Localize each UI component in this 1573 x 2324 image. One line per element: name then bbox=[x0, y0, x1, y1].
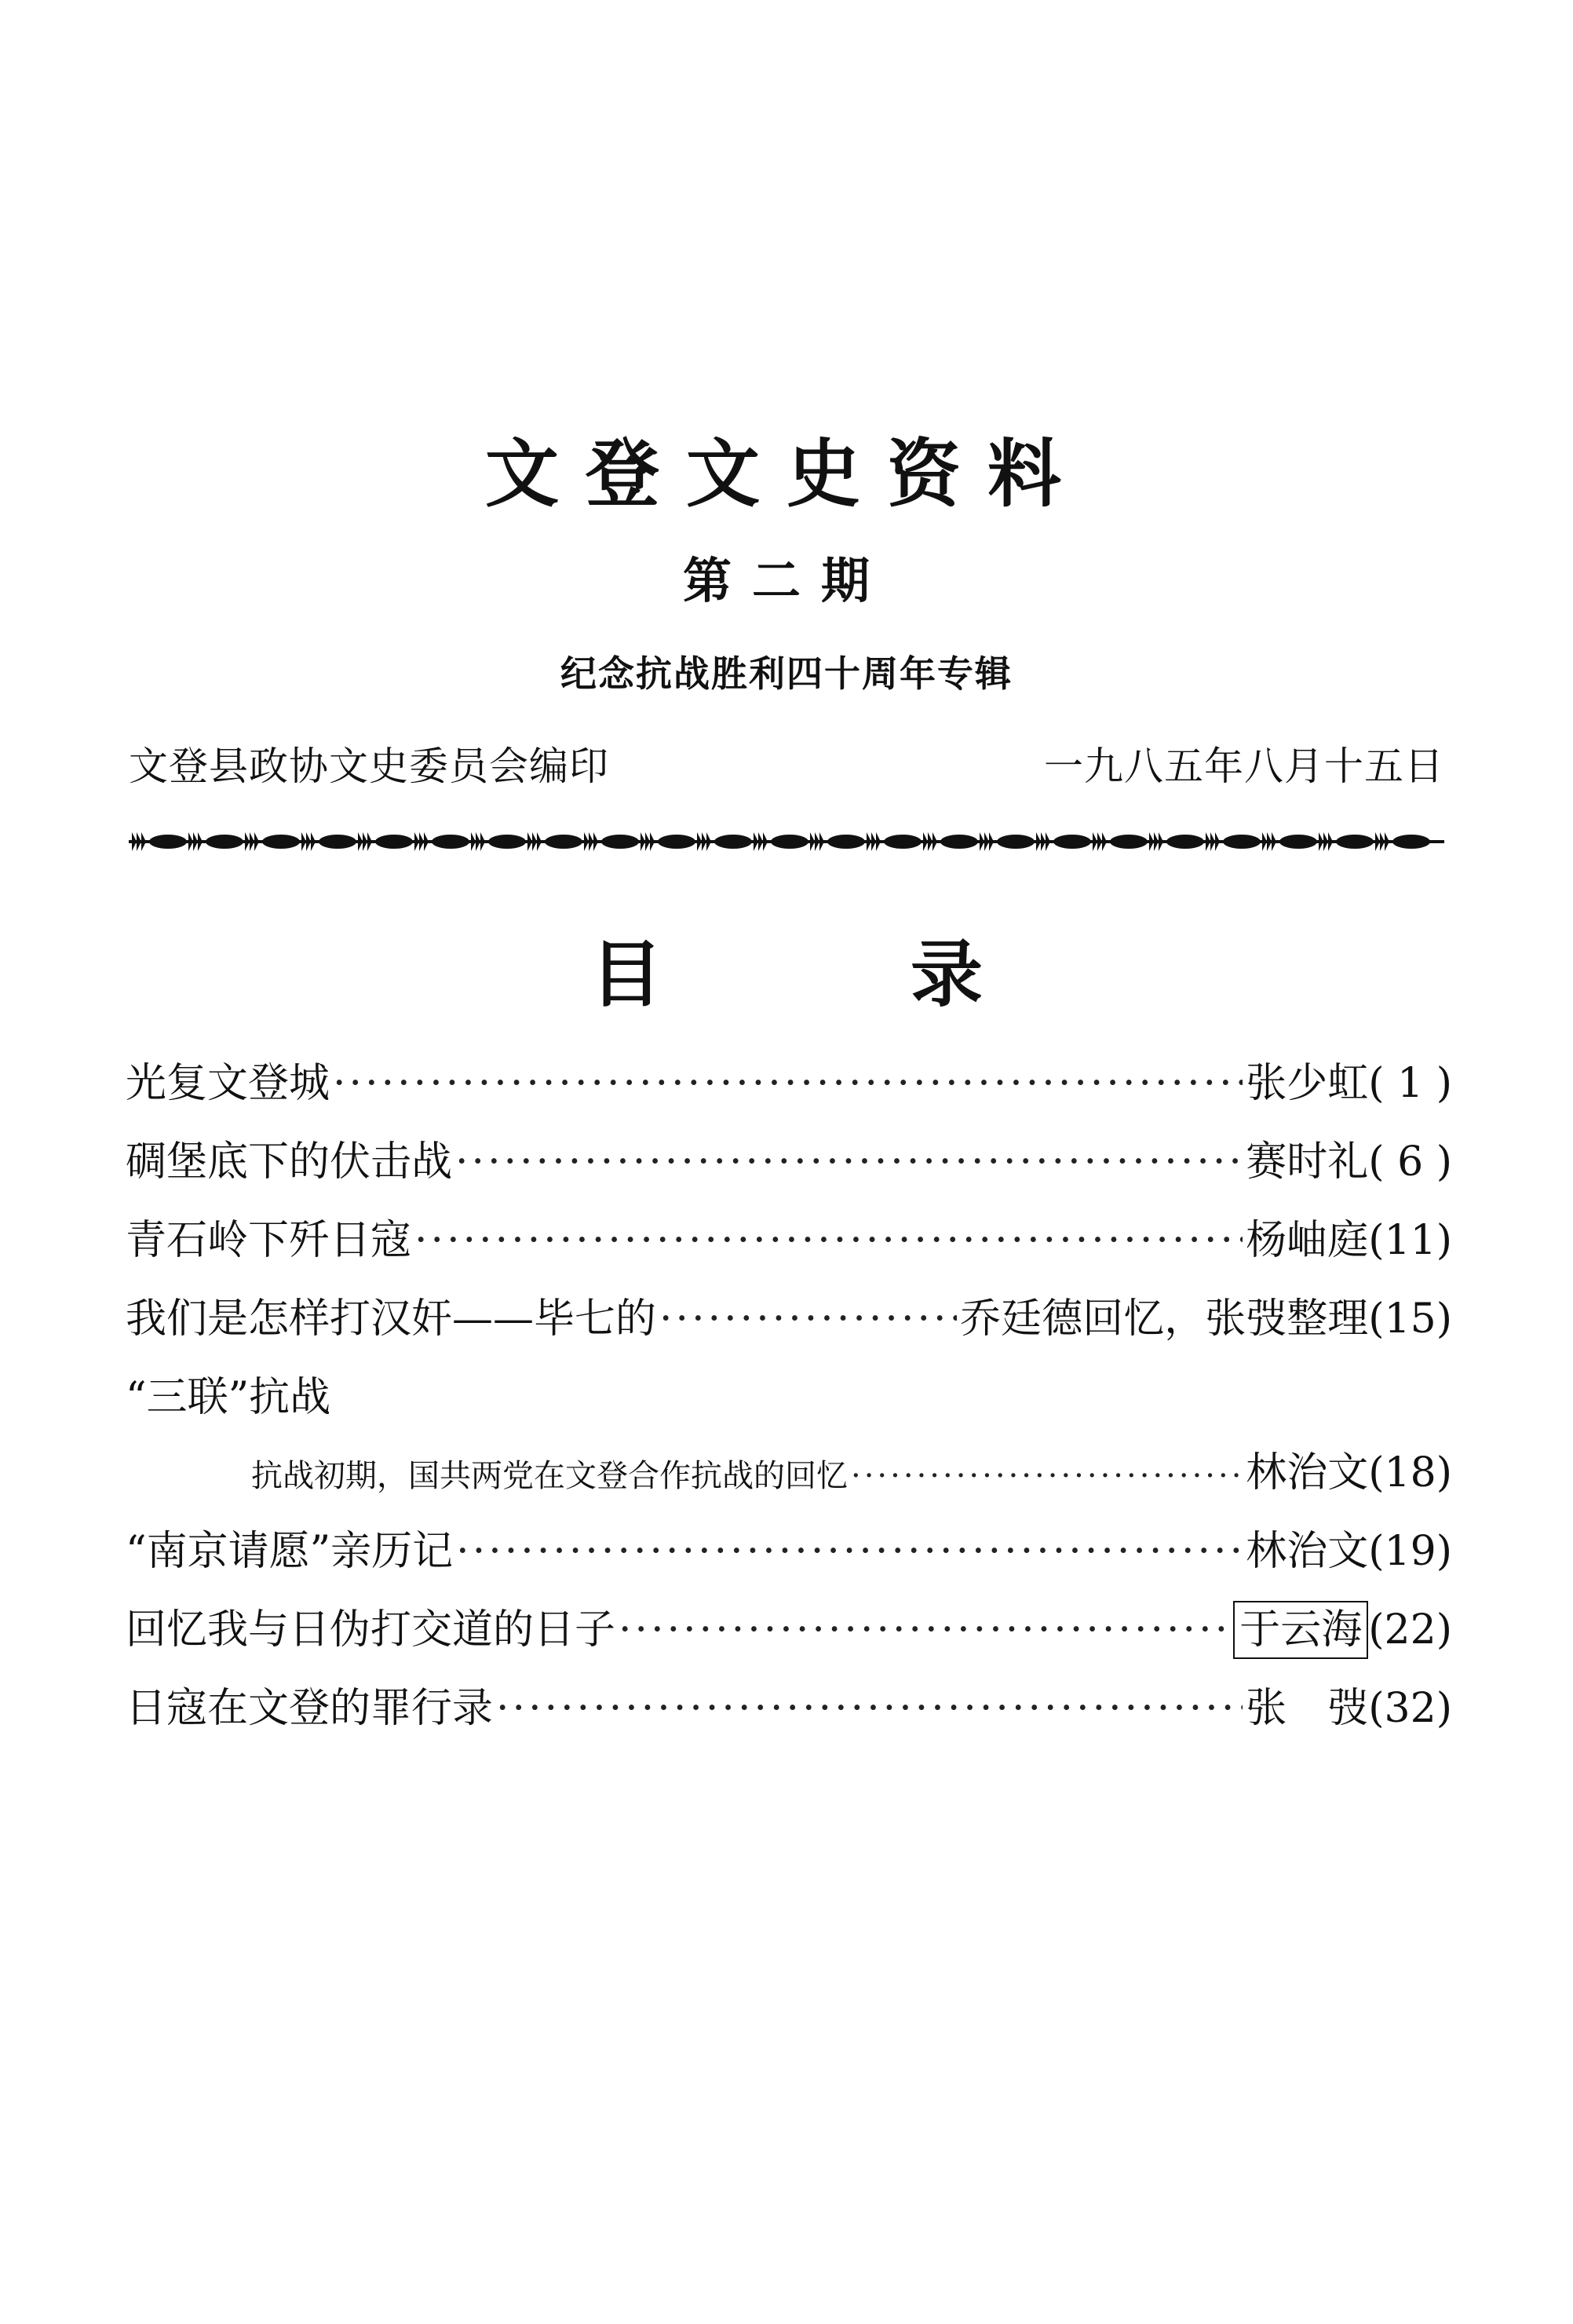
ornament-chevron bbox=[1323, 832, 1328, 851]
ornament-chevron bbox=[871, 832, 876, 851]
ornament-lens bbox=[1223, 835, 1261, 849]
toc-section-title: “三联”抗战 bbox=[126, 1374, 331, 1421]
ornament-lens bbox=[940, 835, 978, 849]
toc-entry-title: 回忆我与日伪打交道的日子 bbox=[126, 1606, 616, 1653]
toc-entry[interactable] bbox=[126, 1280, 1452, 1358]
toc-entry-author: 林治文 bbox=[1246, 1449, 1369, 1496]
toc-entry[interactable] bbox=[126, 1669, 1452, 1748]
toc-heading-char-2: 录 bbox=[911, 933, 984, 1017]
ornament-lens bbox=[1336, 835, 1374, 849]
ornament-lens bbox=[601, 835, 639, 849]
ornament-chevron bbox=[301, 832, 306, 851]
ornament-chevron bbox=[1210, 832, 1215, 851]
ornament-chevron bbox=[984, 832, 989, 851]
ornament-chevron bbox=[419, 832, 424, 851]
toc-entry-author: 张少虹 bbox=[1246, 1060, 1369, 1107]
ornament-chevron bbox=[1262, 832, 1267, 851]
ornament-chevron bbox=[702, 832, 706, 851]
ornament-chevron bbox=[932, 832, 937, 851]
ornament-chevron bbox=[480, 832, 485, 851]
ornament-chevron bbox=[424, 832, 429, 851]
ornament-chevron bbox=[1267, 832, 1272, 851]
toc-entry[interactable] bbox=[126, 1434, 1452, 1512]
ornament-chevron bbox=[589, 832, 593, 851]
ornament-chevron bbox=[754, 832, 758, 851]
ornament-chevron bbox=[311, 832, 316, 851]
toc-entry[interactable] bbox=[126, 1512, 1452, 1591]
ornament-chevron bbox=[923, 832, 928, 851]
ornament-chevron bbox=[1041, 832, 1046, 851]
toc-entry-title: 日寇在文登的罪行录 bbox=[126, 1685, 494, 1732]
special-edition-subtitle: 纪念抗战胜利四十周年专辑 bbox=[560, 652, 1013, 695]
table-of-contents bbox=[126, 1044, 1452, 1748]
toc-section-heading bbox=[126, 1358, 1452, 1434]
ornament-lens bbox=[1392, 835, 1430, 849]
ornament-lens bbox=[262, 835, 300, 849]
ornament-lens bbox=[488, 835, 526, 849]
ornament-chevron bbox=[1385, 832, 1389, 851]
ornament-lens bbox=[375, 835, 413, 849]
ornament-chevron bbox=[532, 832, 537, 851]
ornament-chevron bbox=[989, 832, 994, 851]
ornament-lens bbox=[1053, 835, 1091, 849]
ornament-chevron bbox=[188, 832, 193, 851]
toc-entry-page: (11) bbox=[1368, 1217, 1452, 1264]
ornament-chevron bbox=[471, 832, 476, 851]
ornament-chevron bbox=[1097, 832, 1102, 851]
ornament-lens bbox=[771, 835, 808, 849]
dot-leader bbox=[659, 1280, 957, 1358]
toc-entry-page: (32) bbox=[1368, 1685, 1452, 1732]
ornament-lens bbox=[319, 835, 356, 849]
ornament-chevron bbox=[141, 832, 146, 851]
toc-entry-author: 乔廷德回忆，张弢整理 bbox=[960, 1295, 1369, 1343]
toc-heading bbox=[0, 917, 1573, 1017]
ornament-chevron bbox=[1215, 832, 1220, 851]
ornament-chevron bbox=[980, 832, 984, 851]
ornament-chevron bbox=[1375, 832, 1380, 851]
ornament-lens bbox=[1110, 835, 1148, 849]
ornament-chevron bbox=[1036, 832, 1041, 851]
publication-date: 一九八五年八月十五日 bbox=[1044, 744, 1444, 789]
dot-leader bbox=[333, 1044, 1243, 1123]
ornament-chevron bbox=[358, 832, 363, 851]
issue-number: 第二期 bbox=[682, 552, 890, 609]
ornament-chevron bbox=[367, 832, 372, 851]
toc-entry-title: 我们是怎样打汉奸——毕七的 bbox=[126, 1295, 657, 1343]
ornament-chevron bbox=[198, 832, 203, 851]
publisher: 文登县政协文史委员会编印 bbox=[129, 744, 609, 789]
dot-leader bbox=[456, 1512, 1243, 1591]
ornament-chevron bbox=[584, 832, 589, 851]
toc-entry-page: ( 1 ) bbox=[1368, 1060, 1452, 1107]
ornament-chevron bbox=[758, 832, 763, 851]
ornament-chevron bbox=[250, 832, 254, 851]
ornament-chevron bbox=[306, 832, 311, 851]
ornament-chevron bbox=[414, 832, 419, 851]
toc-entry-author-boxed: 于云海 bbox=[1233, 1601, 1368, 1659]
ornament-chevron bbox=[1328, 832, 1333, 851]
toc-entry-page: (22) bbox=[1368, 1606, 1452, 1653]
ornament-chevron bbox=[537, 832, 542, 851]
ornament-lens bbox=[827, 835, 865, 849]
toc-entry[interactable] bbox=[126, 1591, 1452, 1669]
ornament-lens bbox=[884, 835, 922, 849]
toc-entry-title: 抗战初期，国共两党在文登合作抗战的回忆 bbox=[251, 1458, 848, 1494]
ornament-lens bbox=[432, 835, 469, 849]
toc-entry[interactable] bbox=[126, 1123, 1452, 1201]
ornament-lens bbox=[1279, 835, 1317, 849]
ornament-chevron bbox=[650, 832, 655, 851]
toc-entry-page: (18) bbox=[1368, 1449, 1452, 1496]
dot-leader bbox=[455, 1123, 1243, 1201]
ornament-chevron bbox=[1206, 832, 1210, 851]
ornament-chevron bbox=[1046, 832, 1050, 851]
ornament-chevron bbox=[928, 832, 932, 851]
ornament-chevron bbox=[137, 832, 141, 851]
dot-leader bbox=[414, 1201, 1243, 1280]
ornament-chevron bbox=[706, 832, 711, 851]
ornament-chevron bbox=[641, 832, 645, 851]
ornament-chevron bbox=[645, 832, 650, 851]
ornament-chevron bbox=[1380, 832, 1385, 851]
ornament-chevron bbox=[593, 832, 598, 851]
ornament-lens bbox=[206, 835, 243, 849]
toc-entry-page: (19) bbox=[1368, 1528, 1452, 1575]
ornament-chevron bbox=[1159, 832, 1163, 851]
ornament-lens bbox=[997, 835, 1035, 849]
ornament-chevron bbox=[1154, 832, 1159, 851]
ornament-chevron bbox=[527, 832, 532, 851]
ornament-chevron bbox=[1272, 832, 1276, 851]
ornament-lens bbox=[658, 835, 695, 849]
ornament-lens bbox=[545, 835, 582, 849]
ornament-chevron bbox=[254, 832, 259, 851]
ornament-chevron bbox=[1149, 832, 1154, 851]
toc-entry-author: 杨岫庭 bbox=[1246, 1217, 1369, 1264]
publication-title: 文登文史资料 bbox=[484, 432, 1088, 517]
ornament-chevron bbox=[876, 832, 881, 851]
toc-entry-title: 青石岭下歼日寇 bbox=[126, 1217, 412, 1264]
ornament-chevron bbox=[763, 832, 768, 851]
dot-leader bbox=[496, 1669, 1243, 1748]
ornament-chevron bbox=[1093, 832, 1097, 851]
ornamental-divider bbox=[129, 824, 1444, 859]
ornament-lens bbox=[149, 835, 187, 849]
toc-entry-title: 光复文登城 bbox=[126, 1060, 330, 1107]
ornament-lens bbox=[714, 835, 752, 849]
ornament-chevron bbox=[245, 832, 250, 851]
toc-heading-char-1: 目 bbox=[590, 933, 663, 1017]
ornament-chevron bbox=[1102, 832, 1107, 851]
toc-entry-title: 碉堡底下的伏击战 bbox=[126, 1138, 453, 1186]
ornament-chevron bbox=[815, 832, 819, 851]
ornament-chevron bbox=[1319, 832, 1323, 851]
ornament-chevron bbox=[810, 832, 815, 851]
toc-entry[interactable] bbox=[126, 1201, 1452, 1280]
ornament-chevron bbox=[697, 832, 702, 851]
dot-leader bbox=[619, 1591, 1230, 1669]
ornament-chevron bbox=[819, 832, 824, 851]
toc-entry-author: 赛时礼 bbox=[1246, 1138, 1369, 1186]
dot-leader bbox=[851, 1437, 1243, 1515]
toc-entry-page: ( 6 ) bbox=[1368, 1138, 1452, 1186]
ornament-chevron bbox=[193, 832, 198, 851]
toc-entry-author: 林治文 bbox=[1246, 1528, 1369, 1575]
toc-entry-title: “南京请愿”亲历记 bbox=[126, 1528, 454, 1575]
toc-entry-author: 张 弢 bbox=[1246, 1685, 1369, 1732]
ornament-chevron bbox=[867, 832, 871, 851]
toc-entry-page: (15) bbox=[1368, 1295, 1452, 1343]
ornament-chevron bbox=[476, 832, 480, 851]
ornament-chevron bbox=[363, 832, 367, 851]
ornament-lens bbox=[1166, 835, 1204, 849]
toc-entry[interactable] bbox=[126, 1044, 1452, 1123]
ornament-chevron bbox=[132, 832, 137, 851]
